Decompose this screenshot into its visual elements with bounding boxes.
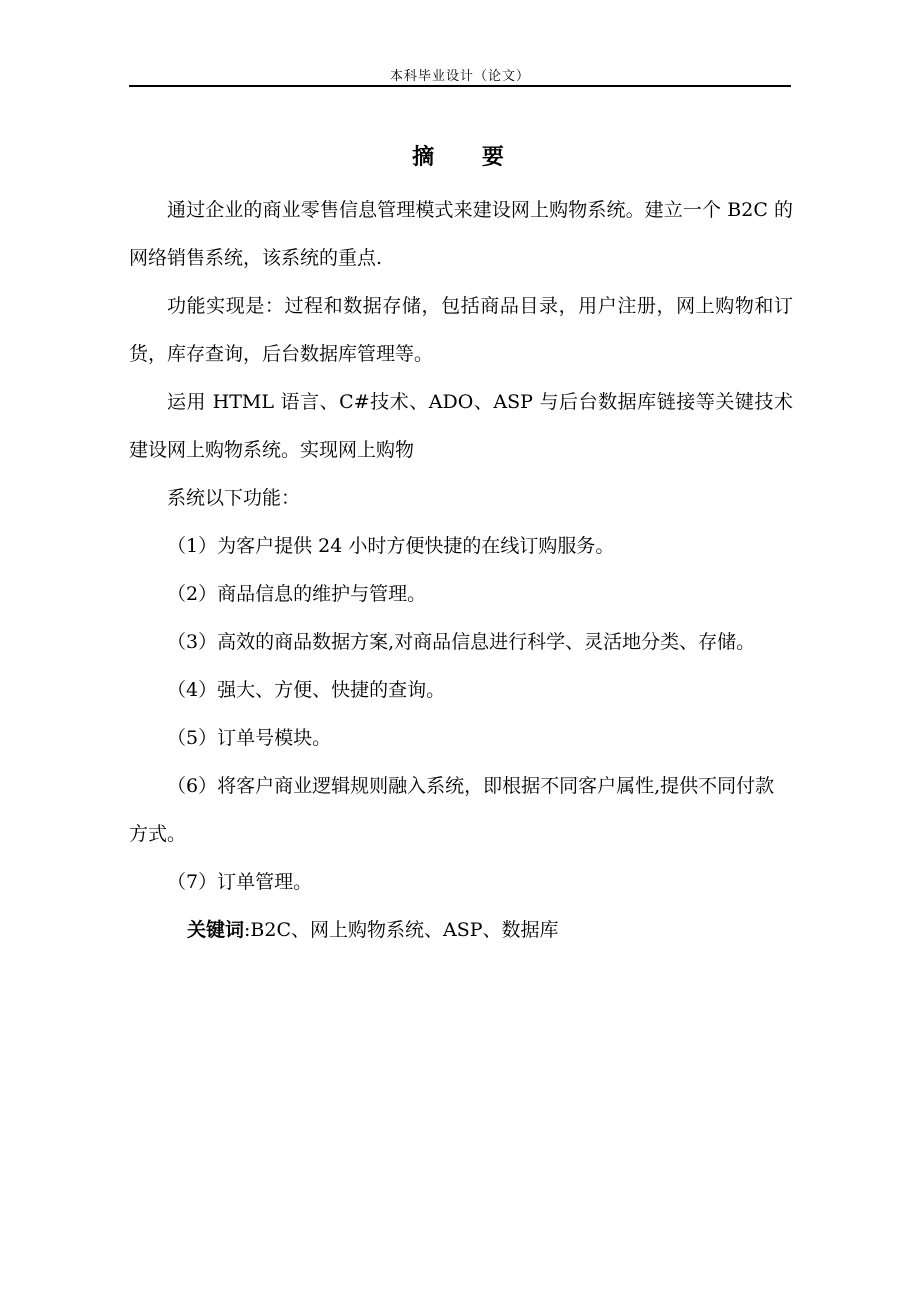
feature-item-4: （4）强大、方便、快捷的查询。 <box>167 679 446 701</box>
keywords-label: 关键词 <box>187 919 245 941</box>
running-header: 本科毕业设计（论文） <box>389 69 530 84</box>
abstract-body <box>129 186 793 954</box>
paragraph-functions: 功能实现是：过程和数据存储，包括商品目录，用户注册，网上购物和订货，库存查询，后台数据库管理等。 <box>129 295 793 365</box>
paragraph-features-lead: 系统以下功能： <box>167 487 301 509</box>
keywords-line <box>129 906 793 954</box>
paragraph-intro: 通过企业的商业零售信息管理模式来建设网上购物系统。建立一个 B2C 的网络销售系统，该系统的重点. <box>129 199 793 269</box>
keywords-value: :B2C、网上购物系统、ASP、数据库 <box>244 919 559 941</box>
feature-item-6: （6）将客户商业逻辑规则融入系统，即根据不同客户属性,提供不同付款方式。 <box>129 775 775 845</box>
paragraph-technology: 运用 HTML 语言、C#技术、ADO、ASP 与后台数据库链接等关键技术建设网上购物系统。实现网上购物 <box>129 391 793 461</box>
feature-item-1: （1）为客户提供 24 小时方便快捷的在线订购服务。 <box>167 535 615 557</box>
feature-item-2: （2）商品信息的维护与管理。 <box>167 583 427 605</box>
feature-item-7: （7）订单管理。 <box>167 871 313 893</box>
abstract-title: 摘 要 <box>412 144 524 170</box>
header-rule <box>129 85 791 87</box>
feature-item-5: （5）订单号模块。 <box>167 727 332 749</box>
feature-item-3: （3）高效的商品数据方案,对商品信息进行科学、灵活地分类、存储。 <box>167 631 756 653</box>
